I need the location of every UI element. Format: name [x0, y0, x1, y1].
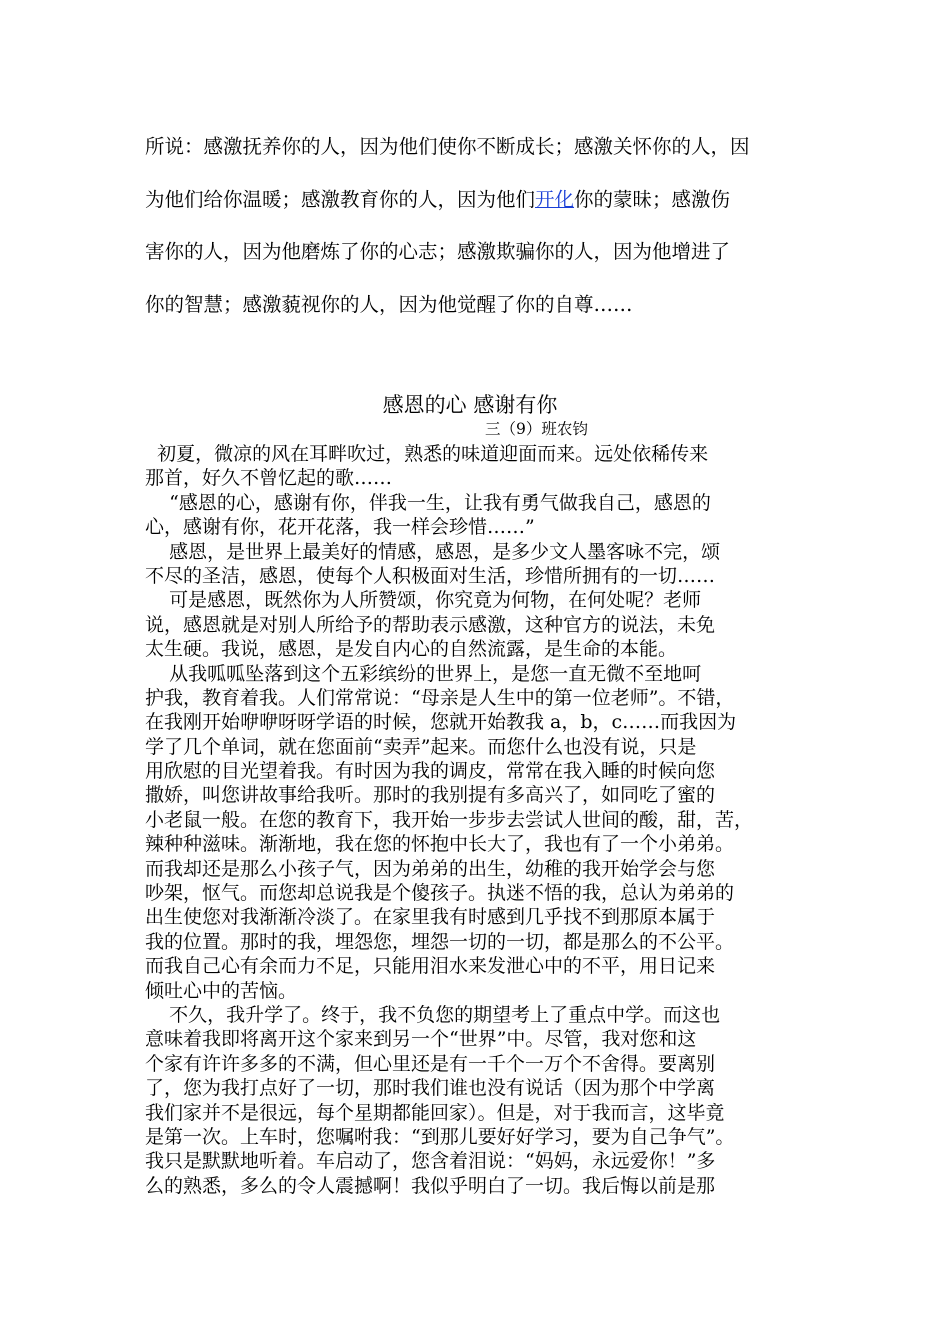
essay-title: 感恩的心 感谢有你 — [382, 393, 558, 417]
essay-line: 意味着我即将离开这个家来到另一个“世界”中。尽管，我对您和这 — [145, 1028, 697, 1051]
essay-line: 说，感恩就是对别人所给予的帮助表示感激，这种官方的说法，未免 — [145, 613, 716, 636]
paragraph-text: 你的蒙昧；感激伤 — [574, 187, 731, 211]
essay-line: 心，感谢有你，花开花落，我一样会珍惜……” — [145, 516, 535, 539]
essay-line: 吵架，怄气。而您却总说我是个傻孩子。执迷不悟的我，总认为弟弟的 — [145, 882, 735, 905]
essay-line: 出生使您对我渐渐冷淡了。在家里我有时感到几乎找不到那原本属于 — [145, 906, 716, 929]
essay-line: 太生硬。我说，感恩，是发自内心的自然流露，是生命的本能。 — [145, 638, 678, 661]
essay-line: 而我自己心有余而力不足，只能用泪水来发泄心中的不平，用日记来 — [145, 955, 716, 978]
essay-line: 了，您为我打点好了一切，那时我们谁也没有说话（因为那个中学离 — [145, 1077, 716, 1100]
essay-line: 我的位置。那时的我，埋怨您，埋怨一切的一切，都是那么的不公平。 — [145, 930, 735, 953]
paragraph-line: 所说：感激抚养你的人，因为他们使你不断成长；感激关怀你的人，因 — [145, 135, 750, 158]
essay-line: 小老鼠一般。在您的教育下，我开始一步步去尝试人世间的酸，甜，苦， — [145, 808, 754, 831]
essay-line: 么的熟悉，多么的令人震撼啊！我似乎明白了一切。我后悔以前是那 — [145, 1174, 716, 1197]
essay-byline: 三（9）班农钧 — [485, 420, 588, 438]
essay-line: 辣种种滋味。渐渐地，我在您的怀抱中长大了，我也有了一个小弟弟。 — [145, 833, 735, 856]
essay-line: 倾吐心中的苦恼。 — [145, 979, 298, 1002]
essay-line: 不久，我升学了。终于，我不负您的期望考上了重点中学。而这也 — [145, 1003, 721, 1026]
essay-line: 不尽的圣洁，感恩，使每个人积极面对生活，珍惜所拥有的一切…… — [145, 564, 716, 587]
paragraph-line: 害你的人，因为他磨炼了你的心志；感激欺骗你的人，因为他增进了 — [145, 240, 731, 263]
essay-line: 而我却还是那么小孩子气，因为弟弟的出生，幼稚的我开始学会与您 — [145, 857, 716, 880]
kaihua-link[interactable]: 开化 — [535, 187, 575, 211]
paragraph-line: 你的智慧；感激藐视你的人，因为他觉醒了你的自尊…… — [145, 292, 633, 316]
paragraph-text: 为他们给你温暖；感激教育你的人，因为他们 — [145, 187, 536, 211]
essay-line: 从我呱呱坠落到这个五彩缤纷的世界上，是您一直无微不至地呵 — [145, 662, 702, 685]
essay-line: 那首，好久不曾忆起的歌…… — [145, 467, 393, 490]
essay-line: 撒娇，叫您讲故事给我听。那时的我别提有多高兴了，如同吃了蜜的 — [145, 784, 716, 807]
essay-line: 初夏，微凉的风在耳畔吹过，熟悉的味道迎面而来。远处依稀传来 — [145, 443, 709, 465]
essay-line: 我只是默默地听着。车启动了，您含着泪说：“妈妈，永远爱你！”多 — [145, 1150, 716, 1173]
essay-body — [145, 442, 810, 1198]
essay-line: 我们家并不是很远，每个星期都能回家）。但是，对于我而言，这毕竟 — [145, 1101, 725, 1124]
essay-line: 可是感恩，既然你为人所赞颂，你究竟为何物，在何处呢？老师 — [145, 589, 702, 612]
essay-line: 学了几个单词，就在您面前“卖弄”起来。而您什么也没有说，只是 — [145, 735, 697, 758]
essay-line: 个家有许许多多的不满，但心里还是有一千个一万个不舍得。要离别 — [145, 1052, 716, 1075]
essay-line: 护我，教育着我。人们常常说：“母亲是人生中的第一位老师”。不错， — [145, 686, 735, 709]
essay-line: “感恩的心，感谢有你，伴我一生，让我有勇气做我自己，感恩的 — [145, 491, 711, 514]
essay-line: 用欣慰的目光望着我。有时因为我的调皮，常常在我入睡的时候向您 — [145, 760, 716, 783]
paragraph-line — [145, 174, 810, 227]
essay-line: 在我刚开始咿咿呀呀学语的时候，您就开始教我 a，b，c……而我因为 — [145, 711, 737, 734]
essay-line: 是第一次。上车时，您嘱咐我：“到那儿要好好学习，要为自己争气”。 — [145, 1125, 735, 1148]
gratitude-paragraph — [145, 121, 810, 331]
essay-line: 感恩，是世界上最美好的情感，感恩，是多少文人墨客咏不完，颂 — [145, 540, 721, 563]
